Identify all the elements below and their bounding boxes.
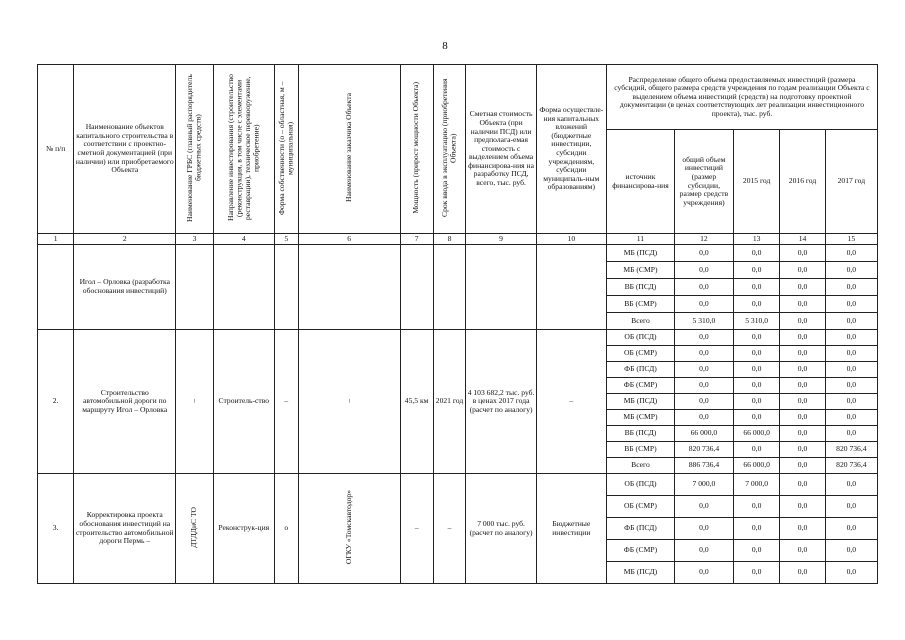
year-2016-value: 0,0	[780, 262, 825, 279]
year-2017-value: 820 736,4	[825, 442, 877, 458]
year-2015-value: 0,0	[733, 296, 779, 313]
header-source: источник финансирова-ния	[606, 130, 674, 234]
total-volume: 886 736,4	[674, 458, 733, 474]
estimated-cost: 7 000 тыс. руб. (расчет по аналогу)	[466, 474, 536, 584]
funding-source: ОБ (СМР)	[606, 496, 674, 518]
header-2015: 2015 год	[733, 130, 779, 234]
table-row	[38, 245, 878, 262]
total-volume: 0,0	[674, 378, 733, 394]
column-number: 7	[400, 234, 433, 245]
header-form: Форма осуществле-ния капитальных вложений (бюджетные инвестиции, субсидии учреждениям, субсидии муниципаль-ным образованиям)	[536, 65, 606, 234]
funding-source: МБ (СМР)	[606, 262, 674, 279]
year-2015-value: 66 000,0	[733, 426, 779, 442]
funding-source: ОБ (ПСД)	[606, 330, 674, 346]
year-2016-value: 0,0	[780, 496, 825, 518]
year-2015-value: 0,0	[733, 378, 779, 394]
total-volume: 0,0	[674, 562, 733, 584]
table-row	[38, 474, 878, 496]
header-cost: Сметная стоимость Объекта (при наличии ПСД) или предполага-емая стоимость с выделением объема финансирова-ния на разработку ПСД, всего, тыс. руб.	[466, 65, 536, 234]
year-2017-value: 0,0	[825, 426, 877, 442]
page-number: 8	[442, 40, 448, 52]
header-distribution: Распределение общего объема предоставляемых инвестиций (размера субсидий, общего размера средств учреждения по годам реализации Объекта с выделением объема инвестиций (средств) на подготовку проектной документации (в ценах соответствующих лет реализации инвестиционного проекта), тыс. руб.	[606, 65, 877, 130]
column-number: 1	[38, 234, 74, 245]
year-2015-value: 0,0	[733, 245, 779, 262]
table-body	[38, 234, 878, 584]
funding-source: ВБ (ПСД)	[606, 279, 674, 296]
total-volume: 0,0	[674, 245, 733, 262]
year-2015-value: 0,0	[733, 518, 779, 540]
header-customer: Наименование заказчика Объекта	[298, 65, 400, 234]
column-number: 10	[536, 234, 606, 245]
funding-source: ФБ (ПСД)	[606, 362, 674, 378]
funding-source: МБ (СМР)	[606, 410, 674, 426]
year-2017-value: 0,0	[825, 496, 877, 518]
year-2017-value: 0,0	[825, 330, 877, 346]
column-number: 11	[606, 234, 674, 245]
header-total-volume: общий объем инвестиций (размер субсидии, размер средств учреждения)	[674, 130, 733, 234]
year-2017-value: 0,0	[825, 410, 877, 426]
year-2016-value: 0,0	[780, 426, 825, 442]
year-2015-value: 0,0	[733, 540, 779, 562]
funding-source: ВБ (ПСД)	[606, 426, 674, 442]
year-2017-value: 0,0	[825, 518, 877, 540]
deadline: –	[433, 474, 466, 584]
ownership: –	[274, 330, 298, 474]
funding-source: ФБ (СМР)	[606, 378, 674, 394]
total-volume: 820 736,4	[674, 442, 733, 458]
deadline	[433, 245, 466, 330]
year-2016-value: 0,0	[780, 378, 825, 394]
funding-source: ВБ (СМР)	[606, 442, 674, 458]
total-volume: 0,0	[674, 496, 733, 518]
year-2016-value: 0,0	[780, 245, 825, 262]
investment-form: –	[536, 330, 606, 474]
year-2017-value: 0,0	[825, 474, 877, 496]
year-2017-value: 0,0	[825, 378, 877, 394]
total-volume: 7 000,0	[674, 474, 733, 496]
investment-form: Бюджетные инвестиции	[536, 474, 606, 584]
year-2017-value: 0,0	[825, 296, 877, 313]
row-number: 2.	[38, 330, 74, 474]
year-2016-value: 0,0	[780, 296, 825, 313]
year-2016-value: 0,0	[780, 313, 825, 330]
year-2016-value: 0,0	[780, 346, 825, 362]
object-name: Корректировка проекта обоснования инвестиций на строительство автомобильной дороги Пермь –	[74, 474, 176, 584]
year-2017-value: 0,0	[825, 394, 877, 410]
column-numbers-row	[38, 234, 878, 245]
object-name: Игол – Орловка (разработка обоснования инвестиций)	[74, 245, 176, 330]
year-2015-value: 0,0	[733, 262, 779, 279]
column-number: 6	[298, 234, 400, 245]
year-2016-value: 0,0	[780, 458, 825, 474]
year-2015-value: 0,0	[733, 496, 779, 518]
year-2017-value: 0,0	[825, 313, 877, 330]
year-2016-value: 0,0	[780, 410, 825, 426]
direction: Строитель-ство	[213, 330, 274, 474]
funding-source: МБ (ПСД)	[606, 562, 674, 584]
column-number: 4	[213, 234, 274, 245]
year-2017-value: 0,0	[825, 362, 877, 378]
header-ownership: Форма собственности (о – областная, м – муниципальная)	[274, 65, 298, 234]
row-number	[38, 245, 74, 330]
column-number: 5	[274, 234, 298, 245]
funding-source: ВБ (СМР)	[606, 296, 674, 313]
header-num: № п/п	[38, 65, 74, 234]
column-number: 13	[733, 234, 779, 245]
total-volume: 5 310,0	[674, 313, 733, 330]
customer: –	[298, 330, 400, 474]
total-volume: 0,0	[674, 394, 733, 410]
total-volume: 0,0	[674, 410, 733, 426]
funding-source: МБ (ПСД)	[606, 245, 674, 262]
customer	[298, 245, 400, 330]
year-2016-value: 0,0	[780, 474, 825, 496]
investment-form	[536, 245, 606, 330]
estimated-cost	[466, 245, 536, 330]
header-direction: Направление инвестирования (строительство (реконструкция, в том числе с элементами реставрации), техническое перевооружение, приобретение)	[213, 65, 274, 234]
year-2016-value: 0,0	[780, 279, 825, 296]
funding-source: Всего	[606, 458, 674, 474]
capacity	[400, 245, 433, 330]
column-number: 3	[176, 234, 213, 245]
header-grbs: Наименование ГРБС (главный распорядитель бюджетных средств)	[176, 65, 213, 234]
column-number: 14	[780, 234, 825, 245]
header-capacity: Мощность (прирост мощности Объекта)	[400, 65, 433, 234]
deadline: 2021 год	[433, 330, 466, 474]
header-2017: 2017 год	[825, 130, 877, 234]
year-2015-value: 0,0	[733, 362, 779, 378]
year-2017-value: 0,0	[825, 279, 877, 296]
year-2015-value: 0,0	[733, 346, 779, 362]
direction: Реконструк-ция	[213, 474, 274, 584]
investment-table	[37, 64, 878, 584]
header-object-name: Наименование объектов капитального строительства в соответствии с проектно-сметной документацией (при наличии) или приобретаемого Объекта	[74, 65, 176, 234]
year-2015-value: 5 310,0	[733, 313, 779, 330]
column-number: 8	[433, 234, 466, 245]
year-2015-value: 0,0	[733, 410, 779, 426]
header-deadline: Срок ввода в эксплуатацию (приобретения Объекта)	[433, 65, 466, 234]
grbs	[176, 245, 213, 330]
funding-source: ФБ (ПСД)	[606, 518, 674, 540]
funding-source: ФБ (СМР)	[606, 540, 674, 562]
row-number: 3.	[38, 474, 74, 584]
year-2016-value: 0,0	[780, 518, 825, 540]
ownership	[274, 245, 298, 330]
year-2017-value: 0,0	[825, 245, 877, 262]
year-2017-value: 820 736,4	[825, 458, 877, 474]
total-volume: 0,0	[674, 518, 733, 540]
year-2015-value: 0,0	[733, 562, 779, 584]
funding-source: ОБ (ПСД)	[606, 474, 674, 496]
capacity: –	[400, 474, 433, 584]
capacity: 45,5 км	[400, 330, 433, 474]
total-volume: 0,0	[674, 540, 733, 562]
year-2016-value: 0,0	[780, 330, 825, 346]
year-2015-value: 7 000,0	[733, 474, 779, 496]
direction	[213, 245, 274, 330]
customer: ОГКУ «Томскавтодор»	[298, 474, 400, 584]
object-name: Строительство автомобильной дороги по маршруту Игол – Орловка	[74, 330, 176, 474]
year-2017-value: 0,0	[825, 262, 877, 279]
year-2016-value: 0,0	[780, 362, 825, 378]
table-row	[38, 330, 878, 346]
total-volume: 66 000,0	[674, 426, 733, 442]
total-volume: 0,0	[674, 296, 733, 313]
year-2015-value: 0,0	[733, 330, 779, 346]
year-2015-value: 0,0	[733, 394, 779, 410]
year-2016-value: 0,0	[780, 540, 825, 562]
grbs: –	[176, 330, 213, 474]
year-2016-value: 0,0	[780, 394, 825, 410]
grbs: ДТДДиС ТО	[176, 474, 213, 584]
funding-source: МБ (ПСД)	[606, 394, 674, 410]
year-2017-value: 0,0	[825, 562, 877, 584]
column-number: 2	[74, 234, 176, 245]
year-2016-value: 0,0	[780, 442, 825, 458]
column-number: 9	[466, 234, 536, 245]
total-volume: 0,0	[674, 346, 733, 362]
year-2017-value: 0,0	[825, 346, 877, 362]
year-2015-value: 66 000,0	[733, 458, 779, 474]
total-volume: 0,0	[674, 262, 733, 279]
year-2015-value: 0,0	[733, 279, 779, 296]
total-volume: 0,0	[674, 362, 733, 378]
column-number: 12	[674, 234, 733, 245]
funding-source: Всего	[606, 313, 674, 330]
total-volume: 0,0	[674, 279, 733, 296]
year-2016-value: 0,0	[780, 562, 825, 584]
year-2017-value: 0,0	[825, 540, 877, 562]
funding-source: ОБ (СМР)	[606, 346, 674, 362]
ownership: о	[274, 474, 298, 584]
estimated-cost: 4 103 682,2 тыс. руб. в ценах 2017 года (расчет по аналогу)	[466, 330, 536, 474]
year-2015-value: 0,0	[733, 442, 779, 458]
header-2016: 2016 год	[780, 130, 825, 234]
column-number: 15	[825, 234, 877, 245]
total-volume: 0,0	[674, 330, 733, 346]
